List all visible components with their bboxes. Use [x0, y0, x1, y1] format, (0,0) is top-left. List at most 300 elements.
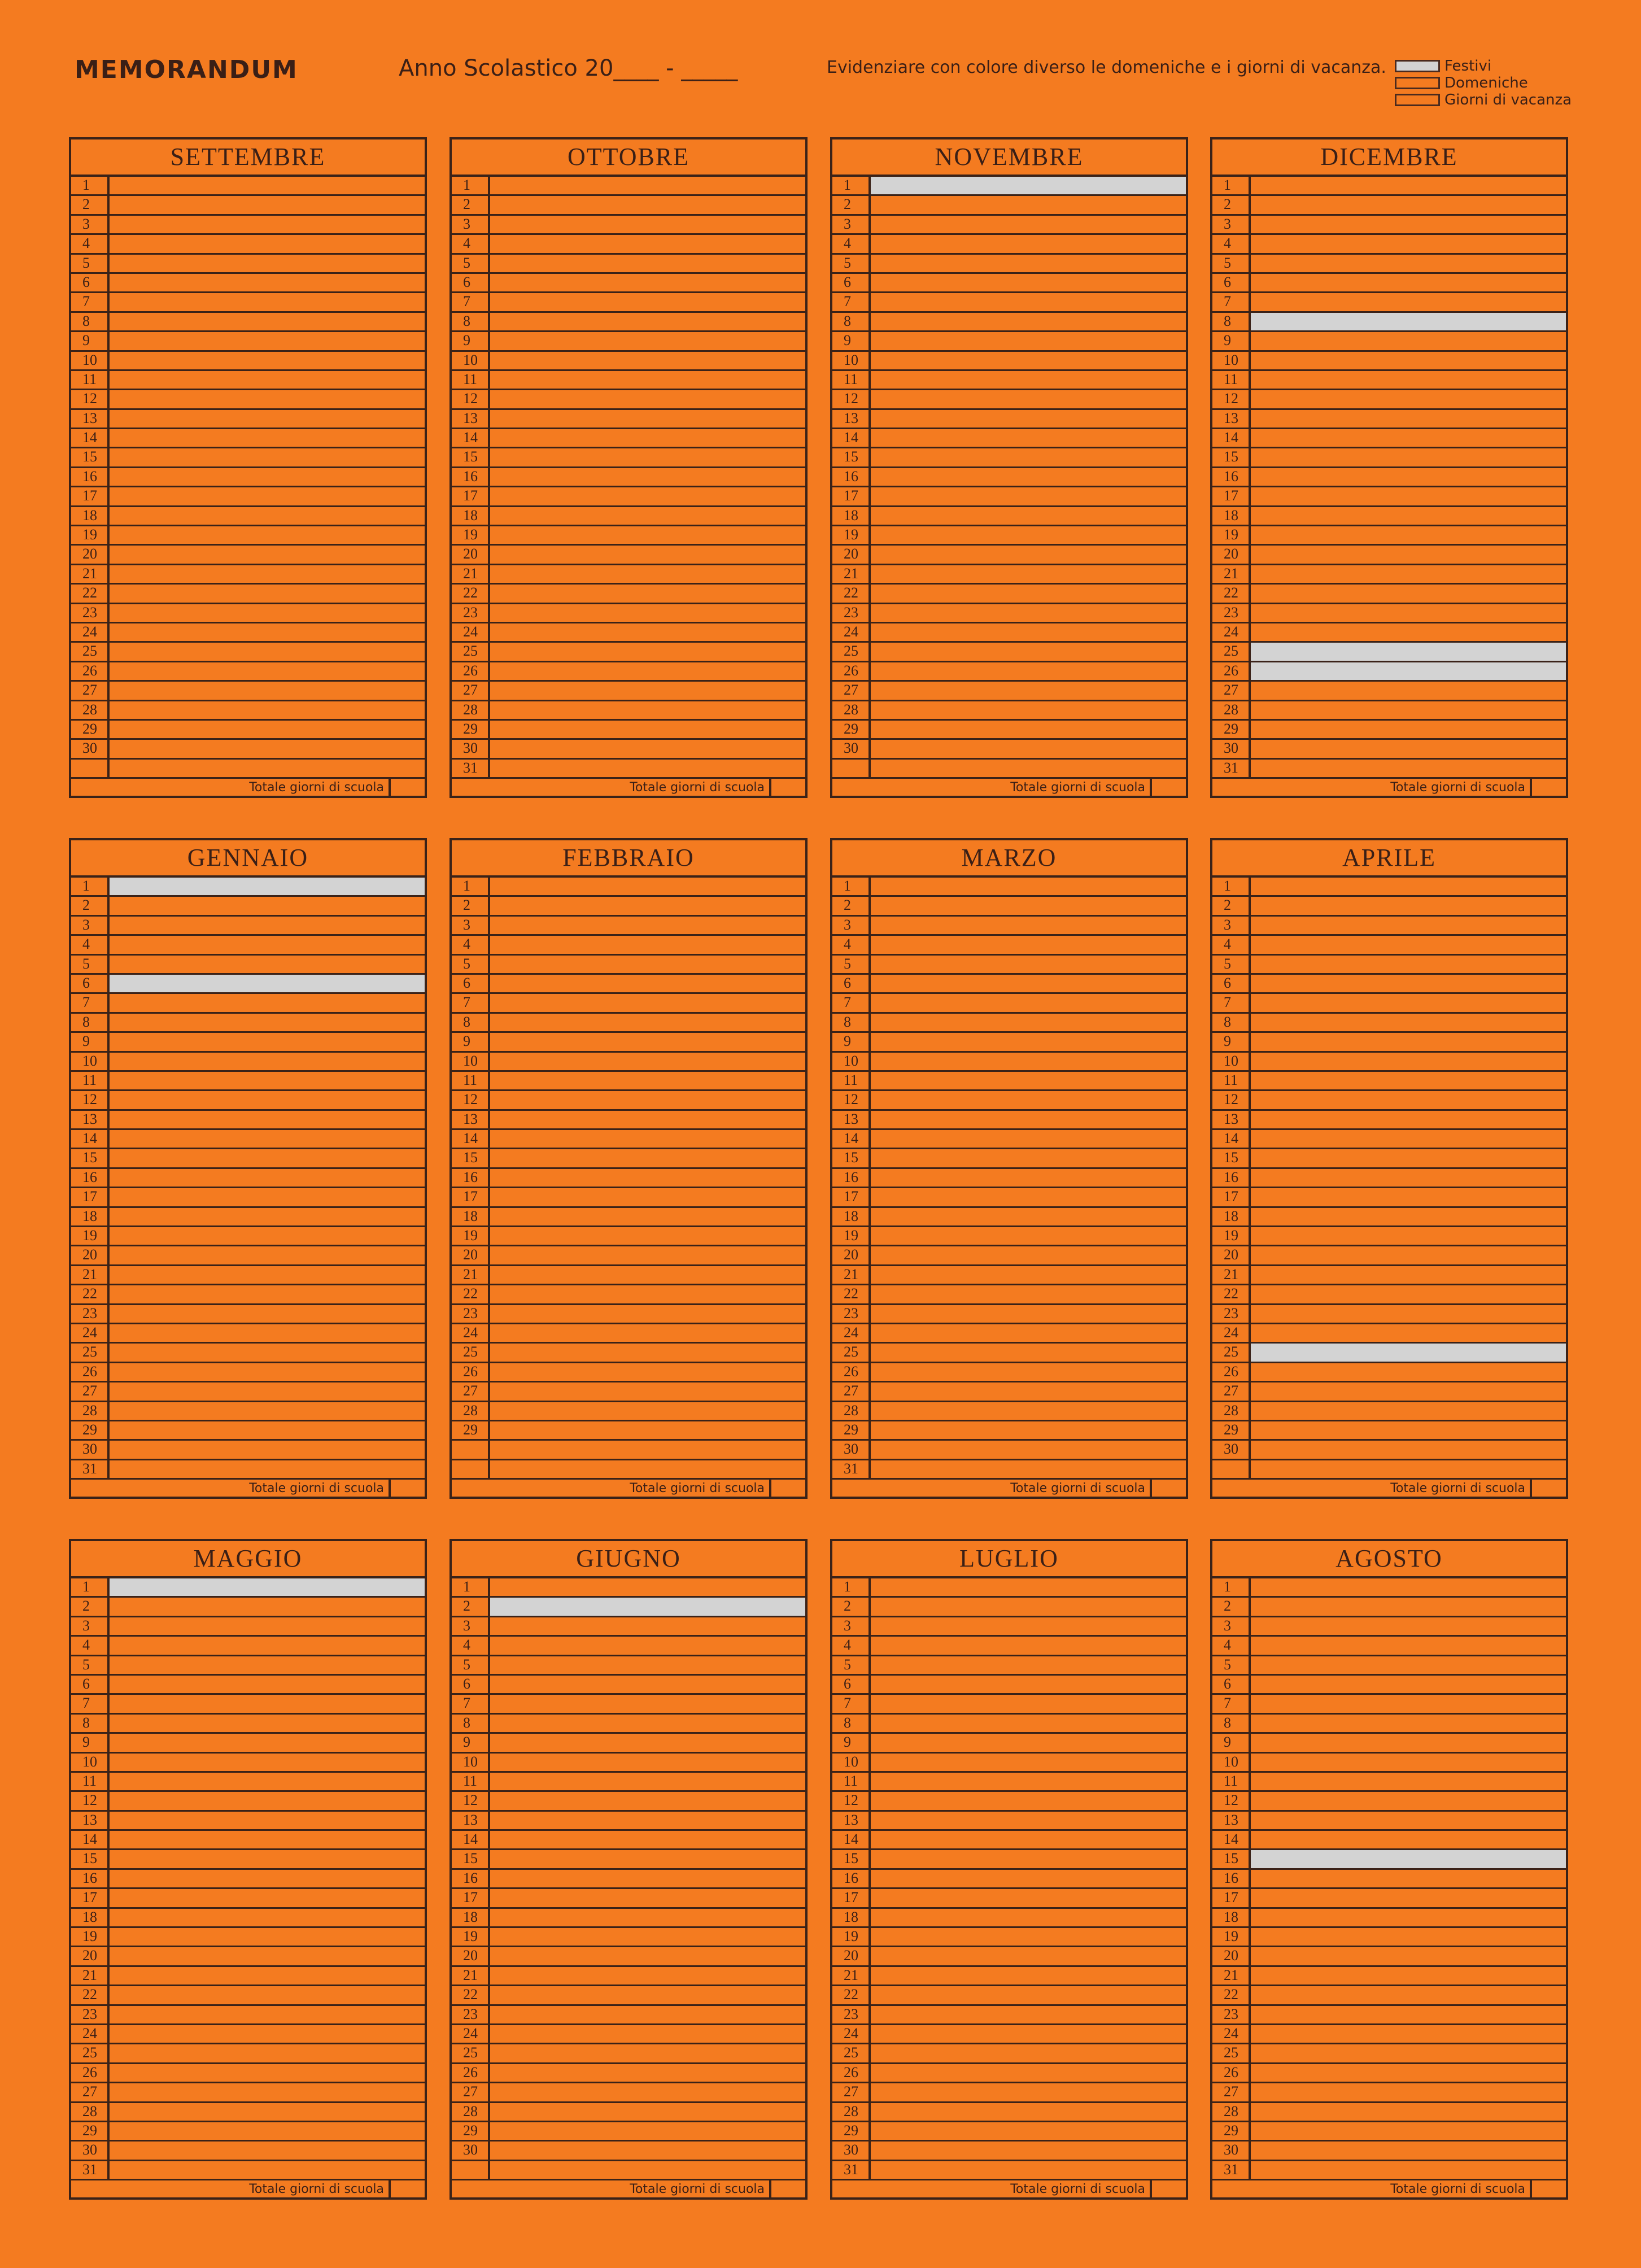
- day-entry-cell[interactable]: [1251, 1792, 1566, 1809]
- day-entry-cell[interactable]: [110, 1072, 425, 1089]
- day-entry-cell[interactable]: [490, 1734, 805, 1751]
- day-entry-cell[interactable]: [1251, 604, 1566, 622]
- day-entry-cell[interactable]: [1251, 1227, 1566, 1245]
- day-entry-cell[interactable]: [490, 1850, 805, 1868]
- day-entry-cell[interactable]: [110, 216, 425, 233]
- day-entry-cell[interactable]: [871, 1266, 1186, 1284]
- day-entry-cell[interactable]: [110, 1053, 425, 1070]
- day-entry-cell[interactable]: [1251, 429, 1566, 447]
- day-entry-cell[interactable]: [1251, 1947, 1566, 1965]
- day-entry-cell[interactable]: [1251, 1656, 1566, 1674]
- day-entry-cell[interactable]: [1251, 2006, 1566, 2023]
- day-entry-cell[interactable]: [871, 2064, 1186, 2082]
- day-entry-cell[interactable]: [1251, 1986, 1566, 2004]
- day-entry-cell[interactable]: [871, 1441, 1186, 1458]
- day-entry-cell[interactable]: [490, 721, 805, 738]
- day-entry-cell[interactable]: [1251, 1598, 1566, 1615]
- day-entry-cell[interactable]: [490, 1091, 805, 1109]
- day-entry-cell[interactable]: [490, 643, 805, 660]
- day-entry-cell[interactable]: [490, 390, 805, 408]
- day-entry-cell[interactable]: [1251, 390, 1566, 408]
- total-input-box[interactable]: [769, 779, 805, 798]
- day-entry-cell[interactable]: [1251, 507, 1566, 525]
- day-entry-cell[interactable]: [490, 1227, 805, 1245]
- day-entry-cell[interactable]: [490, 216, 805, 233]
- day-entry-cell[interactable]: [110, 2025, 425, 2043]
- day-entry-cell[interactable]: [110, 2103, 425, 2121]
- day-entry-cell[interactable]: [871, 235, 1186, 252]
- day-entry-cell[interactable]: [110, 1033, 425, 1050]
- day-entry-cell[interactable]: [1251, 487, 1566, 505]
- day-entry-cell[interactable]: [871, 2122, 1186, 2140]
- day-entry-cell[interactable]: [490, 740, 805, 757]
- day-entry-cell[interactable]: [871, 1909, 1186, 1926]
- day-entry-cell[interactable]: [1251, 352, 1566, 369]
- day-entry-cell[interactable]: [1251, 2161, 1566, 2179]
- day-entry-cell[interactable]: [110, 975, 425, 992]
- day-entry-cell[interactable]: [871, 917, 1186, 934]
- day-entry-cell[interactable]: [1251, 1967, 1566, 1985]
- day-entry-cell[interactable]: [490, 1402, 805, 1420]
- day-entry-cell[interactable]: [110, 897, 425, 914]
- day-entry-cell[interactable]: [490, 1676, 805, 1693]
- day-entry-cell[interactable]: [110, 1285, 425, 1303]
- day-entry-cell[interactable]: [490, 1305, 805, 1323]
- day-entry-cell[interactable]: [490, 1188, 805, 1206]
- day-entry-cell[interactable]: [110, 1305, 425, 1323]
- day-entry-cell[interactable]: [490, 2044, 805, 2062]
- day-entry-cell[interactable]: [871, 1617, 1186, 1635]
- day-entry-cell[interactable]: [110, 1344, 425, 1361]
- day-entry-cell[interactable]: [110, 390, 425, 408]
- day-entry-cell[interactable]: [1251, 1402, 1566, 1420]
- day-entry-cell[interactable]: [110, 1754, 425, 1771]
- day-entry-cell[interactable]: [490, 994, 805, 1011]
- day-entry-cell[interactable]: [871, 956, 1186, 973]
- day-entry-cell[interactable]: [110, 371, 425, 389]
- day-entry-cell[interactable]: [1251, 1773, 1566, 1790]
- day-entry-cell[interactable]: [871, 390, 1186, 408]
- day-entry-cell[interactable]: [871, 1091, 1186, 1109]
- day-entry-cell[interactable]: [110, 196, 425, 213]
- day-entry-cell[interactable]: [490, 1909, 805, 1926]
- day-entry-cell[interactable]: [110, 293, 425, 311]
- day-entry-cell[interactable]: [1251, 2044, 1566, 2062]
- day-entry-cell[interactable]: [490, 1033, 805, 1050]
- day-entry-cell[interactable]: [110, 1889, 425, 1907]
- day-entry-cell[interactable]: [871, 332, 1186, 350]
- day-entry-cell[interactable]: [1251, 1831, 1566, 1848]
- day-entry-cell[interactable]: [490, 2006, 805, 2023]
- day-entry-cell[interactable]: [871, 936, 1186, 953]
- day-entry-cell[interactable]: [110, 507, 425, 525]
- day-entry-cell[interactable]: [871, 1033, 1186, 1050]
- day-entry-cell[interactable]: [110, 1656, 425, 1674]
- day-entry-cell[interactable]: [1251, 1014, 1566, 1031]
- day-entry-cell[interactable]: [1251, 526, 1566, 544]
- day-entry-cell[interactable]: [1251, 468, 1566, 486]
- day-entry-cell[interactable]: [871, 352, 1186, 369]
- day-entry-cell[interactable]: [110, 1598, 425, 1615]
- day-entry-cell[interactable]: [490, 1149, 805, 1167]
- day-entry-cell[interactable]: [871, 994, 1186, 1011]
- day-entry-cell[interactable]: [871, 1947, 1186, 1965]
- day-entry-cell[interactable]: [1251, 565, 1566, 583]
- day-entry-cell[interactable]: [871, 196, 1186, 213]
- day-entry-cell[interactable]: [1251, 2122, 1566, 2140]
- day-entry-cell[interactable]: [490, 936, 805, 953]
- day-entry-cell[interactable]: [110, 2006, 425, 2023]
- day-entry-cell[interactable]: [490, 410, 805, 428]
- day-entry-cell[interactable]: [871, 1850, 1186, 1868]
- day-entry-cell[interactable]: [871, 1208, 1186, 1225]
- day-entry-cell[interactable]: [490, 662, 805, 680]
- day-entry-cell[interactable]: [1251, 740, 1566, 757]
- day-entry-cell[interactable]: [490, 878, 805, 895]
- day-entry-cell[interactable]: [871, 1578, 1186, 1596]
- day-entry-cell[interactable]: [110, 585, 425, 602]
- day-entry-cell[interactable]: [110, 468, 425, 486]
- day-entry-cell[interactable]: [490, 897, 805, 914]
- day-entry-cell[interactable]: [1251, 682, 1566, 699]
- day-entry-cell[interactable]: [490, 487, 805, 505]
- day-entry-cell[interactable]: [110, 1850, 425, 1868]
- day-entry-cell[interactable]: [110, 1928, 425, 1946]
- day-entry-cell[interactable]: [110, 546, 425, 563]
- day-entry-cell[interactable]: [110, 721, 425, 738]
- day-entry-cell[interactable]: [490, 1656, 805, 1674]
- day-entry-cell[interactable]: [1251, 410, 1566, 428]
- day-entry-cell[interactable]: [1251, 1850, 1566, 1868]
- day-entry-cell[interactable]: [110, 565, 425, 583]
- day-entry-cell[interactable]: [110, 1208, 425, 1225]
- day-entry-cell[interactable]: [1251, 1695, 1566, 1712]
- day-entry-cell[interactable]: [110, 1130, 425, 1148]
- day-entry-cell[interactable]: [490, 1285, 805, 1303]
- day-entry-cell[interactable]: [110, 1014, 425, 1031]
- day-entry-cell[interactable]: [871, 1812, 1186, 1829]
- day-entry-cell[interactable]: [1251, 1305, 1566, 1323]
- day-entry-cell[interactable]: [1251, 216, 1566, 233]
- day-entry-cell[interactable]: [1251, 1363, 1566, 1381]
- day-entry-cell[interactable]: [871, 1130, 1186, 1148]
- day-entry-cell[interactable]: [110, 410, 425, 428]
- day-entry-cell[interactable]: [490, 1792, 805, 1809]
- day-entry-cell[interactable]: [871, 1715, 1186, 1732]
- day-entry-cell[interactable]: [490, 1715, 805, 1732]
- day-entry-cell[interactable]: [490, 1831, 805, 1848]
- day-entry-cell[interactable]: [871, 429, 1186, 447]
- day-entry-cell[interactable]: [1251, 177, 1566, 194]
- day-entry-cell[interactable]: [490, 255, 805, 272]
- day-entry-cell[interactable]: [490, 429, 805, 447]
- day-entry-cell[interactable]: [1251, 585, 1566, 602]
- day-entry-cell[interactable]: [871, 546, 1186, 563]
- day-entry-cell[interactable]: [1251, 1130, 1566, 1148]
- day-entry-cell[interactable]: [1251, 1441, 1566, 1458]
- day-entry-cell[interactable]: [110, 917, 425, 934]
- day-entry-cell[interactable]: [871, 313, 1186, 330]
- day-entry-cell[interactable]: [490, 1578, 805, 1596]
- day-entry-cell[interactable]: [871, 682, 1186, 699]
- day-entry-cell[interactable]: [110, 313, 425, 330]
- day-entry-cell[interactable]: [490, 1637, 805, 1654]
- day-entry-cell[interactable]: [490, 1967, 805, 1985]
- day-entry-cell[interactable]: [871, 1773, 1186, 1790]
- day-entry-cell[interactable]: [110, 878, 425, 895]
- day-entry-cell[interactable]: [871, 1344, 1186, 1361]
- day-entry-cell[interactable]: [871, 2025, 1186, 2043]
- day-entry-cell[interactable]: [871, 1149, 1186, 1167]
- total-input-box[interactable]: [1150, 2180, 1186, 2200]
- day-entry-cell[interactable]: [1251, 1149, 1566, 1167]
- day-entry-cell[interactable]: [1251, 1324, 1566, 1342]
- day-entry-cell[interactable]: [490, 1773, 805, 1790]
- day-entry-cell[interactable]: [1251, 1344, 1566, 1361]
- day-entry-cell[interactable]: [490, 1072, 805, 1089]
- day-entry-cell[interactable]: [1251, 448, 1566, 466]
- day-entry-cell[interactable]: [490, 1382, 805, 1400]
- day-entry-cell[interactable]: [490, 1266, 805, 1284]
- day-entry-cell[interactable]: [110, 1460, 425, 1478]
- day-entry-cell[interactable]: [110, 487, 425, 505]
- day-entry-cell[interactable]: [490, 293, 805, 311]
- day-entry-cell[interactable]: [871, 1382, 1186, 1400]
- day-entry-cell[interactable]: [871, 1363, 1186, 1381]
- day-entry-cell[interactable]: [110, 2161, 425, 2179]
- day-entry-cell[interactable]: [871, 1656, 1186, 1674]
- total-input-box[interactable]: [1530, 2180, 1566, 2200]
- day-entry-cell[interactable]: [871, 1324, 1186, 1342]
- day-entry-cell[interactable]: [1251, 1676, 1566, 1693]
- day-entry-cell[interactable]: [871, 448, 1186, 466]
- day-entry-cell[interactable]: [490, 1344, 805, 1361]
- day-entry-cell[interactable]: [1251, 1053, 1566, 1070]
- day-entry-cell[interactable]: [871, 1831, 1186, 1848]
- day-entry-cell[interactable]: [1251, 1578, 1566, 1596]
- day-entry-cell[interactable]: [110, 604, 425, 622]
- day-entry-cell[interactable]: [871, 1111, 1186, 1128]
- day-entry-cell[interactable]: [871, 1792, 1186, 1809]
- day-entry-cell[interactable]: [871, 487, 1186, 505]
- day-entry-cell[interactable]: [1251, 1870, 1566, 1887]
- day-entry-cell[interactable]: [871, 585, 1186, 602]
- day-entry-cell[interactable]: [490, 2103, 805, 2121]
- day-entry-cell[interactable]: [1251, 2064, 1566, 2082]
- day-entry-cell[interactable]: [1251, 1421, 1566, 1439]
- day-entry-cell[interactable]: [490, 565, 805, 583]
- day-entry-cell[interactable]: [871, 1870, 1186, 1887]
- day-entry-cell[interactable]: [871, 1421, 1186, 1439]
- day-entry-cell[interactable]: [1251, 701, 1566, 719]
- total-input-box[interactable]: [389, 2180, 425, 2200]
- day-entry-cell[interactable]: [1251, 956, 1566, 973]
- day-entry-cell[interactable]: [110, 956, 425, 973]
- day-entry-cell[interactable]: [1251, 975, 1566, 992]
- day-entry-cell[interactable]: [871, 1053, 1186, 1070]
- day-entry-cell[interactable]: [490, 1928, 805, 1946]
- day-entry-cell[interactable]: [110, 274, 425, 291]
- day-entry-cell[interactable]: [1251, 1909, 1566, 1926]
- day-entry-cell[interactable]: [110, 332, 425, 350]
- day-entry-cell[interactable]: [490, 371, 805, 389]
- day-entry-cell[interactable]: [110, 1967, 425, 1985]
- day-entry-cell[interactable]: [490, 1014, 805, 1031]
- day-entry-cell[interactable]: [490, 975, 805, 992]
- day-entry-cell[interactable]: [871, 1967, 1186, 1985]
- day-entry-cell[interactable]: [871, 1188, 1186, 1206]
- day-entry-cell[interactable]: [490, 956, 805, 973]
- day-entry-cell[interactable]: [1251, 1382, 1566, 1400]
- day-entry-cell[interactable]: [871, 526, 1186, 544]
- day-entry-cell[interactable]: [490, 526, 805, 544]
- day-entry-cell[interactable]: [1251, 1715, 1566, 1732]
- day-entry-cell[interactable]: [1251, 235, 1566, 252]
- day-entry-cell[interactable]: [110, 429, 425, 447]
- day-entry-cell[interactable]: [110, 740, 425, 757]
- day-entry-cell[interactable]: [1251, 1169, 1566, 1187]
- day-entry-cell[interactable]: [871, 2083, 1186, 2101]
- day-entry-cell[interactable]: [110, 1266, 425, 1284]
- day-entry-cell[interactable]: [1251, 897, 1566, 914]
- day-entry-cell[interactable]: [871, 371, 1186, 389]
- day-entry-cell[interactable]: [490, 1986, 805, 2004]
- day-entry-cell[interactable]: [110, 623, 425, 641]
- day-entry-cell[interactable]: [490, 682, 805, 699]
- day-entry-cell[interactable]: [1251, 643, 1566, 660]
- school-year-field[interactable]: Anno Scolastico 20____ - _____: [399, 55, 738, 81]
- day-entry-cell[interactable]: [1251, 1111, 1566, 1128]
- day-entry-cell[interactable]: [110, 177, 425, 194]
- day-entry-cell[interactable]: [110, 1149, 425, 1167]
- day-entry-cell[interactable]: [110, 352, 425, 369]
- day-entry-cell[interactable]: [110, 2064, 425, 2082]
- total-input-box[interactable]: [1150, 779, 1186, 798]
- day-entry-cell[interactable]: [871, 2044, 1186, 2062]
- day-entry-cell[interactable]: [110, 994, 425, 1011]
- day-entry-cell[interactable]: [110, 1715, 425, 1732]
- day-entry-cell[interactable]: [110, 1382, 425, 1400]
- day-entry-cell[interactable]: [110, 2083, 425, 2101]
- day-entry-cell[interactable]: [490, 274, 805, 291]
- total-input-box[interactable]: [1530, 779, 1566, 798]
- day-entry-cell[interactable]: [1251, 1033, 1566, 1050]
- day-entry-cell[interactable]: [871, 1285, 1186, 1303]
- day-entry-cell[interactable]: [490, 585, 805, 602]
- day-entry-cell[interactable]: [871, 1246, 1186, 1264]
- day-entry-cell[interactable]: [1251, 878, 1566, 895]
- day-entry-cell[interactable]: [871, 1734, 1186, 1751]
- day-entry-cell[interactable]: [1251, 1889, 1566, 1907]
- day-entry-cell[interactable]: [871, 216, 1186, 233]
- day-entry-cell[interactable]: [871, 2006, 1186, 2023]
- day-entry-cell[interactable]: [110, 936, 425, 953]
- day-entry-cell[interactable]: [1251, 1246, 1566, 1264]
- day-entry-cell[interactable]: [490, 1947, 805, 1965]
- day-entry-cell[interactable]: [490, 701, 805, 719]
- day-entry-cell[interactable]: [1251, 1285, 1566, 1303]
- day-entry-cell[interactable]: [490, 1324, 805, 1342]
- total-input-box[interactable]: [389, 1480, 425, 1499]
- day-entry-cell[interactable]: [110, 1792, 425, 1809]
- day-entry-cell[interactable]: [871, 662, 1186, 680]
- day-entry-cell[interactable]: [490, 604, 805, 622]
- day-entry-cell[interactable]: [490, 2083, 805, 2101]
- day-entry-cell[interactable]: [871, 1305, 1186, 1323]
- day-entry-cell[interactable]: [110, 1909, 425, 1926]
- day-entry-cell[interactable]: [1251, 662, 1566, 680]
- day-entry-cell[interactable]: [110, 1773, 425, 1790]
- total-input-box[interactable]: [1150, 1480, 1186, 1499]
- day-entry-cell[interactable]: [871, 1889, 1186, 1907]
- day-entry-cell[interactable]: [1251, 1188, 1566, 1206]
- day-entry-cell[interactable]: [1251, 1072, 1566, 1089]
- day-entry-cell[interactable]: [110, 1441, 425, 1458]
- day-entry-cell[interactable]: [871, 468, 1186, 486]
- day-entry-cell[interactable]: [490, 507, 805, 525]
- day-entry-cell[interactable]: [110, 235, 425, 252]
- day-entry-cell[interactable]: [1251, 2141, 1566, 2159]
- day-entry-cell[interactable]: [110, 1831, 425, 1848]
- day-entry-cell[interactable]: [110, 526, 425, 544]
- day-entry-cell[interactable]: [490, 332, 805, 350]
- day-entry-cell[interactable]: [490, 1246, 805, 1264]
- day-entry-cell[interactable]: [871, 1169, 1186, 1187]
- day-entry-cell[interactable]: [871, 1928, 1186, 1946]
- day-entry-cell[interactable]: [110, 643, 425, 660]
- day-entry-cell[interactable]: [110, 448, 425, 466]
- day-entry-cell[interactable]: [1251, 332, 1566, 350]
- day-entry-cell[interactable]: [110, 1246, 425, 1264]
- day-entry-cell[interactable]: [1251, 313, 1566, 330]
- day-entry-cell[interactable]: [1251, 274, 1566, 291]
- day-entry-cell[interactable]: [110, 1947, 425, 1965]
- day-entry-cell[interactable]: [871, 1754, 1186, 1771]
- day-entry-cell[interactable]: [490, 1169, 805, 1187]
- day-entry-cell[interactable]: [871, 565, 1186, 583]
- day-entry-cell[interactable]: [110, 1091, 425, 1109]
- day-entry-cell[interactable]: [871, 1676, 1186, 1693]
- day-entry-cell[interactable]: [490, 2025, 805, 2043]
- day-entry-cell[interactable]: [490, 917, 805, 934]
- day-entry-cell[interactable]: [871, 177, 1186, 194]
- day-entry-cell[interactable]: [490, 1812, 805, 1829]
- day-entry-cell[interactable]: [1251, 936, 1566, 953]
- day-entry-cell[interactable]: [110, 1637, 425, 1654]
- day-entry-cell[interactable]: [490, 313, 805, 330]
- day-entry-cell[interactable]: [490, 2064, 805, 2082]
- day-entry-cell[interactable]: [1251, 1266, 1566, 1284]
- day-entry-cell[interactable]: [110, 1324, 425, 1342]
- day-entry-cell[interactable]: [110, 1402, 425, 1420]
- day-entry-cell[interactable]: [1251, 371, 1566, 389]
- day-entry-cell[interactable]: [110, 1695, 425, 1712]
- total-input-box[interactable]: [769, 1480, 805, 1499]
- day-entry-cell[interactable]: [110, 1111, 425, 1128]
- day-entry-cell[interactable]: [110, 1676, 425, 1693]
- day-entry-cell[interactable]: [871, 1695, 1186, 1712]
- day-entry-cell[interactable]: [490, 1130, 805, 1148]
- day-entry-cell[interactable]: [110, 1578, 425, 1596]
- day-entry-cell[interactable]: [490, 468, 805, 486]
- day-entry-cell[interactable]: [1251, 546, 1566, 563]
- day-entry-cell[interactable]: [490, 623, 805, 641]
- day-entry-cell[interactable]: [871, 975, 1186, 992]
- day-entry-cell[interactable]: [1251, 196, 1566, 213]
- day-entry-cell[interactable]: [110, 1227, 425, 1245]
- day-entry-cell[interactable]: [110, 1870, 425, 1887]
- day-entry-cell[interactable]: [1251, 760, 1566, 777]
